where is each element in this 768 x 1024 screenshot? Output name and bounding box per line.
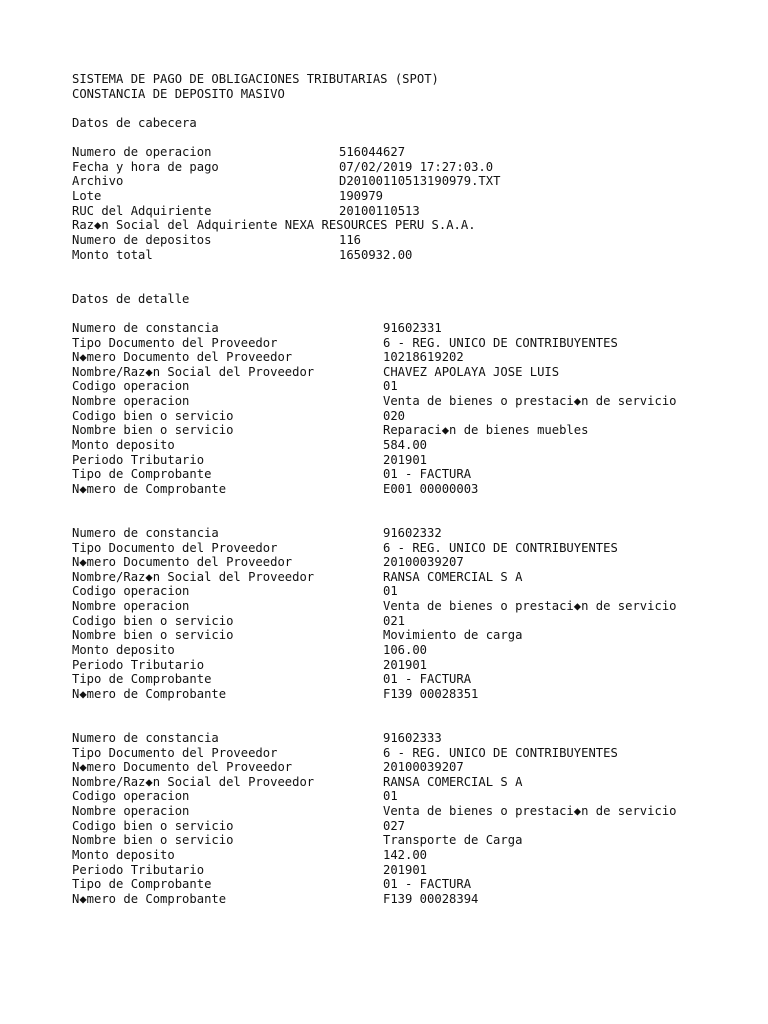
spacer [72,497,732,526]
detail-label: N◆mero de Comprobante [72,481,227,496]
header-label: Numero de depositos [72,233,212,248]
detail-value: 01 [383,584,398,599]
detail-value: 91602331 [383,320,442,335]
detail-row-cod-op [72,584,732,599]
header-section-title: Datos de cabecera [72,115,197,130]
detail-row-periodo [72,863,732,878]
detail-value: 01 - FACTURA [383,467,472,482]
detail-label: N◆mero Documento del Proveedor [72,350,293,365]
detail-label: Numero de constancia [72,525,219,540]
header-row [72,204,732,219]
detail-value: 201901 [383,657,428,672]
detail-row-nom-op [72,394,732,409]
detail-row-cod-op [72,379,732,394]
detail-row-cod-bien [72,819,732,834]
detail-row-cod-op [72,789,732,804]
detail-record [72,526,732,702]
detail-value: F139 00028394 [383,891,479,906]
detail-label: Monto deposito [72,438,175,453]
detail-value: Venta de bienes o prestaci◆n de servicio [383,599,677,614]
detail-label: Tipo de Comprobante [72,672,212,687]
spacer [72,306,732,321]
detail-value: Movimiento de carga [383,628,523,643]
header-label: RUC del Adquiriente [72,203,212,218]
detail-label: Nombre/Raz◆n Social del Proveedor [72,364,315,379]
detail-label: Tipo Documento del Proveedor [72,540,278,555]
detail-row-num-comp [72,482,732,497]
spacer [72,262,732,291]
detail-row-num-doc [72,760,732,775]
detail-row-cod-bien [72,409,732,424]
detail-row-num-doc [72,555,732,570]
detail-value: 01 - FACTURA [383,672,472,687]
header-label: Fecha y hora de pago [72,159,219,174]
detail-label: N◆mero de Comprobante [72,686,227,701]
header-row [72,160,732,175]
header-row [72,189,732,204]
detail-section-title: Datos de detalle [72,291,190,306]
header-label: Raz◆n Social del Adquiriente [72,218,278,233]
detail-label: Tipo Documento del Proveedor [72,335,278,350]
spacer [72,131,732,146]
detail-value: 584.00 [383,438,428,453]
detail-value: 91602333 [383,730,442,745]
detail-label: Monto deposito [72,848,175,862]
detail-row-tipo-doc [72,336,732,351]
detail-label: Codigo operacion [72,584,190,599]
detail-value: Venta de bienes o prestaci◆n de servicio [383,804,677,819]
detail-label: Nombre operacion [72,394,190,409]
detail-value: 201901 [383,452,428,467]
header-row [72,233,732,248]
detail-label: N◆mero de Comprobante [72,891,227,906]
detail-row-razon [72,775,732,790]
header-value: 1650932.00 [339,247,413,262]
detail-row-constancia [72,526,732,541]
detail-value: E001 00000003 [383,481,479,496]
detail-row-nom-bien [72,628,732,643]
header-row [72,145,732,160]
detail-row-tipo-doc [72,746,732,761]
header-value: NEXA RESOURCES PERU S.A.A. [284,218,476,233]
header-value: D20100110513190979.TXT [339,174,501,189]
detail-value: 91602332 [383,525,442,540]
detail-value: 027 [383,818,406,833]
detail-value: 10218619202 [383,350,464,365]
detail-label: Nombre operacion [72,599,190,614]
detail-label: Codigo operacion [72,379,190,394]
detail-value: 6 - REG. UNICO DE CONTRIBUYENTES [383,540,618,555]
detail-row-razon [72,570,732,585]
detail-row-cod-bien [72,614,732,629]
detail-row-nom-bien [72,423,732,438]
detail-label: Periodo Tributario [72,657,205,672]
detail-record [72,321,732,497]
detail-value: 106.00 [383,643,428,658]
detail-row-tipo-comp [72,672,732,687]
detail-value: Venta de bienes o prestaci◆n de servicio [383,394,677,409]
detail-label: Codigo bien o servicio [72,818,234,833]
detail-value: RANSA COMERCIAL S A [383,569,523,584]
header-row [72,218,732,233]
detail-row-constancia [72,731,732,746]
detail-row-constancia [72,321,732,336]
detail-label: Numero de constancia [72,320,219,335]
detail-record [72,731,732,907]
detail-list [72,321,732,907]
detail-label: Numero de constancia [72,730,219,745]
detail-label: Nombre operacion [72,804,190,819]
detail-value: 6 - REG. UNICO DE CONTRIBUYENTES [383,335,618,350]
detail-value: 142.00 [383,848,428,862]
detail-value: 201901 [383,862,428,877]
detail-row-nom-op [72,599,732,614]
detail-label: Nombre/Raz◆n Social del Proveedor [72,569,315,584]
detail-label: Tipo de Comprobante [72,467,212,482]
detail-value: 01 [383,379,398,394]
header-value: 07/02/2019 17:27:03.0 [339,159,494,174]
detail-value: 20100039207 [383,760,464,775]
detail-row-razon [72,365,732,380]
detail-label: Tipo de Comprobante [72,877,212,892]
detail-value: F139 00028351 [383,686,479,701]
header-label: Lote [72,189,102,204]
detail-row-num-comp [72,687,732,702]
detail-label: N◆mero Documento del Proveedor [72,555,293,570]
spacer [72,702,732,731]
detail-row-monto [72,848,732,863]
detail-label: Nombre bien o servicio [72,423,234,438]
document-subtitle: CONSTANCIA DE DEPOSITO MASIVO [72,86,285,101]
header-fields [72,145,732,262]
document-page [72,72,732,907]
detail-label: N◆mero Documento del Proveedor [72,760,293,775]
detail-value: 6 - REG. UNICO DE CONTRIBUYENTES [383,745,618,760]
detail-row-tipo-doc [72,541,732,556]
detail-value: Reparaci◆n de bienes muebles [383,423,589,438]
header-label: Numero de operacion [72,145,212,160]
detail-label: Codigo bien o servicio [72,613,234,628]
detail-row-periodo [72,658,732,673]
detail-label: Codigo operacion [72,789,190,804]
header-value: 20100110513 [339,203,420,218]
header-row [72,174,732,189]
detail-label: Codigo bien o servicio [72,408,234,423]
detail-value: Transporte de Carga [383,833,523,848]
header-label: Monto total [72,247,153,262]
detail-row-tipo-comp [72,877,732,892]
spacer [72,101,732,116]
detail-row-num-comp [72,892,732,907]
detail-value: 01 - FACTURA [383,877,472,892]
header-label: Archivo [72,174,124,189]
detail-row-num-doc [72,350,732,365]
detail-row-periodo [72,453,732,468]
detail-row-nom-op [72,804,732,819]
detail-row-monto [72,438,732,453]
document-title: SISTEMA DE PAGO DE OBLIGACIONES TRIBUTARIAS (SPOT) [72,72,439,86]
detail-value: 01 [383,789,398,804]
header-value: 190979 [339,189,384,204]
detail-row-monto [72,643,732,658]
detail-label: Tipo Documento del Proveedor [72,745,278,760]
detail-value: CHAVEZ APOLAYA JOSE LUIS [383,364,560,379]
detail-value: 20100039207 [383,555,464,570]
detail-label: Nombre/Raz◆n Social del Proveedor [72,774,315,789]
detail-label: Nombre bien o servicio [72,833,234,848]
header-row [72,248,732,263]
header-value: 516044627 [339,145,406,160]
detail-value: 020 [383,408,406,423]
detail-label: Periodo Tributario [72,452,205,467]
detail-value: 021 [383,613,406,628]
detail-row-nom-bien [72,833,732,848]
separator [277,218,284,233]
detail-label: Monto deposito [72,643,175,658]
detail-value: RANSA COMERCIAL S A [383,774,523,789]
detail-label: Periodo Tributario [72,862,205,877]
detail-label: Nombre bien o servicio [72,628,234,643]
detail-row-tipo-comp [72,467,732,482]
header-value: 116 [339,233,362,248]
